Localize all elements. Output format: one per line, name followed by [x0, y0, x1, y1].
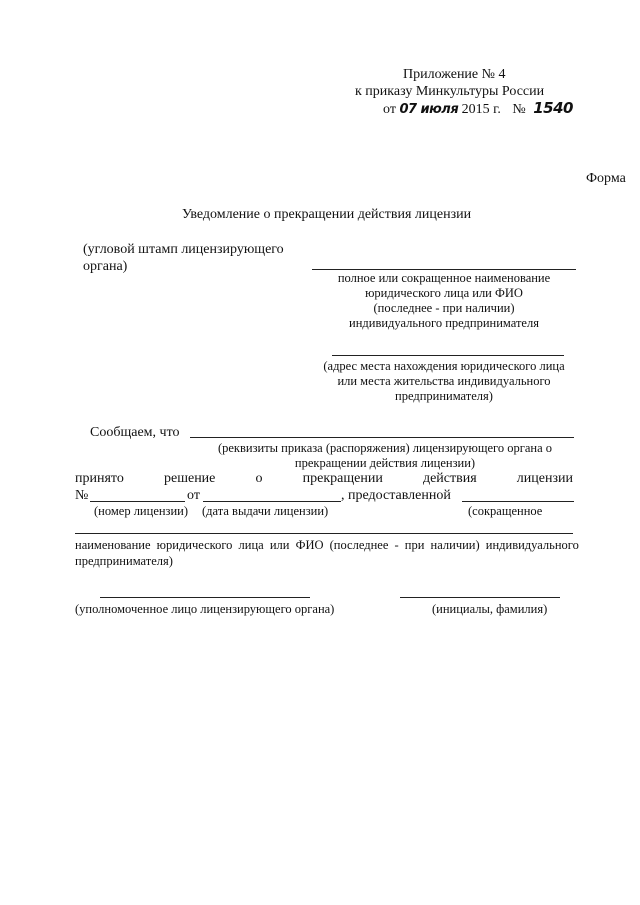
- address-caption-1: (адрес места нахождения юридического лица: [323, 359, 565, 373]
- initials-caption: (инициалы, фамилия): [432, 602, 548, 616]
- recipient-caption-2: юридического лица или ФИО: [365, 286, 523, 300]
- word-3: о: [255, 471, 263, 486]
- address-caption-2: или места жительства индивидуального: [337, 374, 551, 388]
- handwritten-date: 07 июля: [399, 102, 459, 117]
- licensee-name-line: [75, 533, 573, 534]
- order-reference: к приказу Минкультуры России: [355, 84, 545, 99]
- handwritten-number: 1540: [533, 99, 573, 117]
- form-label: Форма: [586, 171, 626, 186]
- date-prefix: от: [383, 102, 396, 117]
- inform-text: Сообщаем, что: [90, 425, 180, 440]
- licensee-caption-1: [75, 537, 579, 553]
- order-details-line: [190, 437, 574, 438]
- order-date-line: [383, 100, 573, 118]
- recipient-caption-1: полное или сокращенное наименование: [337, 271, 551, 285]
- short-name-caption: (сокращенное: [468, 504, 543, 518]
- license-number-line: [90, 501, 185, 502]
- licensee-caption-1-text: наименование юридического лица или ФИО (последнее - при наличии) индивидуального: [75, 538, 579, 552]
- granted-text: , предоставленной: [341, 488, 451, 503]
- license-date-line: [203, 501, 341, 502]
- recipient-caption-4: индивидуального предпринимателя: [349, 316, 539, 330]
- official-caption: (уполномоченное лицо лицензирующего органа): [75, 602, 335, 616]
- order-caption-2: прекращении действия лицензии): [294, 456, 476, 470]
- word-5: действия: [422, 471, 477, 486]
- appendix-number: Приложение № 4: [403, 67, 506, 82]
- address-line: [332, 355, 564, 356]
- license-number-caption: (номер лицензии): [94, 504, 189, 518]
- decision-sentence: [75, 470, 573, 487]
- address-caption-3: предпринимателя): [395, 389, 493, 403]
- order-caption-1: (реквизиты приказа (распоряжения) лицензирующего органа о: [217, 441, 553, 455]
- license-date-label: от: [187, 488, 200, 503]
- official-signature-line: [100, 597, 310, 598]
- license-date-caption: (дата выдачи лицензии): [202, 504, 329, 518]
- licensee-caption-2: предпринимателя): [75, 554, 173, 568]
- recipient-caption-3: (последнее - при наличии): [373, 301, 515, 315]
- license-number-label: №: [75, 488, 89, 503]
- order-year: 2015 г.: [461, 102, 501, 117]
- stamp-line-1: (угловой штамп лицензирующего: [83, 242, 284, 257]
- number-label: №: [512, 102, 526, 117]
- document-title: Уведомление о прекращении действия лицензии: [182, 207, 472, 222]
- word-4: прекращении: [302, 471, 383, 486]
- granted-line: [462, 501, 574, 502]
- initials-line: [400, 597, 560, 598]
- stamp-line-2: органа): [83, 259, 128, 274]
- word-2: решение: [163, 471, 216, 486]
- word-6: лицензии: [516, 471, 573, 486]
- word-1: принято: [75, 471, 124, 486]
